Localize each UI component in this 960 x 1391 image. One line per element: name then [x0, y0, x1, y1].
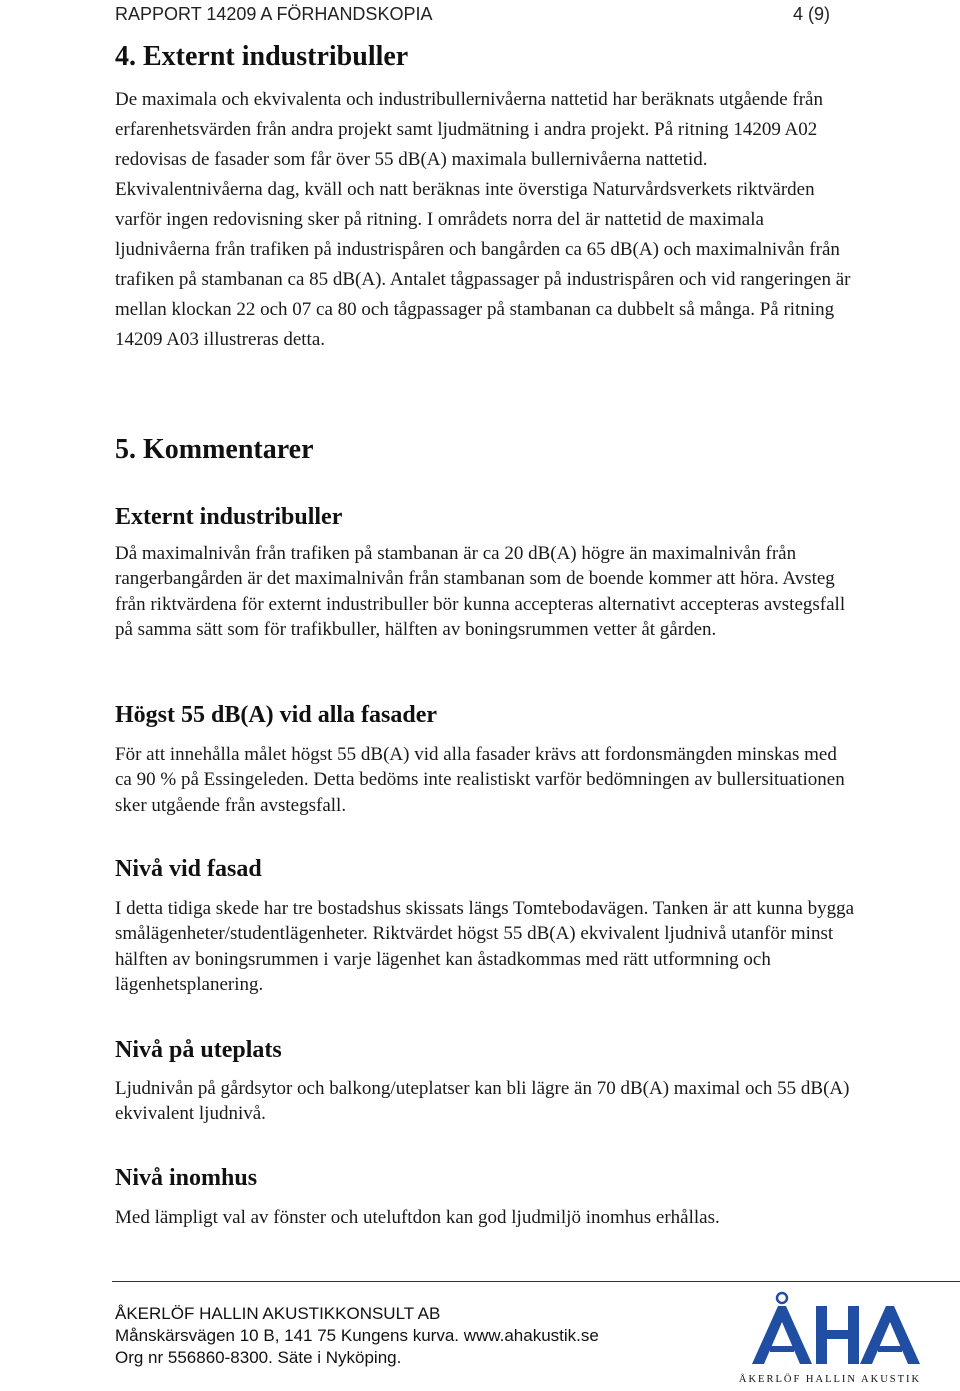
footer-company: ÅKERLÖF HALLIN AKUSTIKKONSULT AB [115, 1304, 441, 1323]
subsection-body-uteplats: Ljudnivån på gårdsytor och balkong/uteplatser kan bli lägre än 70 dB(A) maximal och 55 dB(A) ekvivalent ljudnivå. [115, 1078, 850, 1125]
footer-address: Månskärsvägen 10 B, 141 75 Kungens kurva. www.ahakustik.se [115, 1326, 599, 1345]
footer-divider [112, 1281, 960, 1282]
subsection-body-inomhus: Med lämpligt val av fönster och uteluftdon kan god ljudmiljö inomhus erhållas. [115, 1207, 720, 1228]
subsection-heading-inomhus: Nivå inomhus [115, 1165, 258, 1191]
subsection-body-fasad: I detta tidiga skede har tre bostadshus skissats längs Tomtebodavägen. Tanken är att kunna bygga smålägenheter/studentlägenheter. Riktvärdet högst 55 dB(A) ekvivalent ljudnivå utanför minst hälften av boningsrummen i varje lägenhet kan åstadkommas med rätt utformning och lägenhetsplanering. [115, 898, 855, 996]
subsection-heading-uteplats: Nivå på uteplats [115, 1037, 282, 1063]
subsection-heading-fasad: Nivå vid fasad [115, 856, 262, 882]
aha-logo-letters [752, 1293, 920, 1364]
subsection-heading-externt: Externt industribuller [115, 504, 343, 530]
logo-caption: ÅKERLÖF HALLIN AKUSTIK [738, 1374, 922, 1385]
company-logo [730, 1290, 930, 1386]
subsection-body-hogst-55: För att innehålla målet högst 55 dB(A) vid alla fasader krävs att fordonsmängden minskas med ca 90 % på Essingeleden. Detta bedöms inte realistiskt varför bedömningen av bullersituationen sker utgående från avstegsfall. [115, 744, 845, 816]
page-header [115, 4, 830, 28]
section-4-body: De maximala och ekvivalenta och industribullernivåerna nattetid har beräknats utgående från erfarenhetsvärden från andra projekt samt ljudmätning i andra projekt. På ritning 14209 A02 redovisas de fasader som får över 55 dB(A) maximala bullernivåerna nattetid. Ekvivalentnivåerna dag, kväll och natt beräknas inte överstiga Naturvårdsverkets riktvärden varför ingen redovisning sker på ritning. I områdets norra del är nattetid de maximala ljudnivåerna från trafiken på industrispåren och bangården ca 65 dB(A) och maximalnivån från trafiken på stambanan ca 85 dB(A). Antalet tågpassager på industrispåren och vid rangeringen är mellan klockan 22 och 07 ca 80 och tågpassager på stambanan ca dubbelt så många. På ritning 14209 A03 illustreras detta. [115, 89, 851, 350]
footer-contact [115, 1303, 599, 1369]
section-4-title: 4. Externt industribuller [115, 41, 409, 72]
report-title: RAPPORT 14209 A FÖRHANDSKOPIA [115, 4, 433, 24]
subsection-heading-hogst-55: Högst 55 dB(A) vid alla fasader [115, 702, 438, 728]
aha-logo-graphic [730, 1290, 930, 1386]
page-number: 4 (9) [792, 4, 830, 24]
footer-org: Org nr 556860-8300. Säte i Nyköping. [115, 1348, 402, 1367]
subsection-body-externt: Då maximalnivån från trafiken på stambanan är ca 20 dB(A) högre än maximalnivån från rangerbangården är det maximalnivån från stambanan som de boende kommer att höra. Avsteg från riktvärdena för externt industribuller bör kunna accepteras alternativt accepteras avstegsfall på samma sätt som för trafikbuller, hälften av boningsrummen vetter åt gården. [115, 543, 846, 641]
section-5-title: 5. Kommentarer [115, 434, 314, 465]
